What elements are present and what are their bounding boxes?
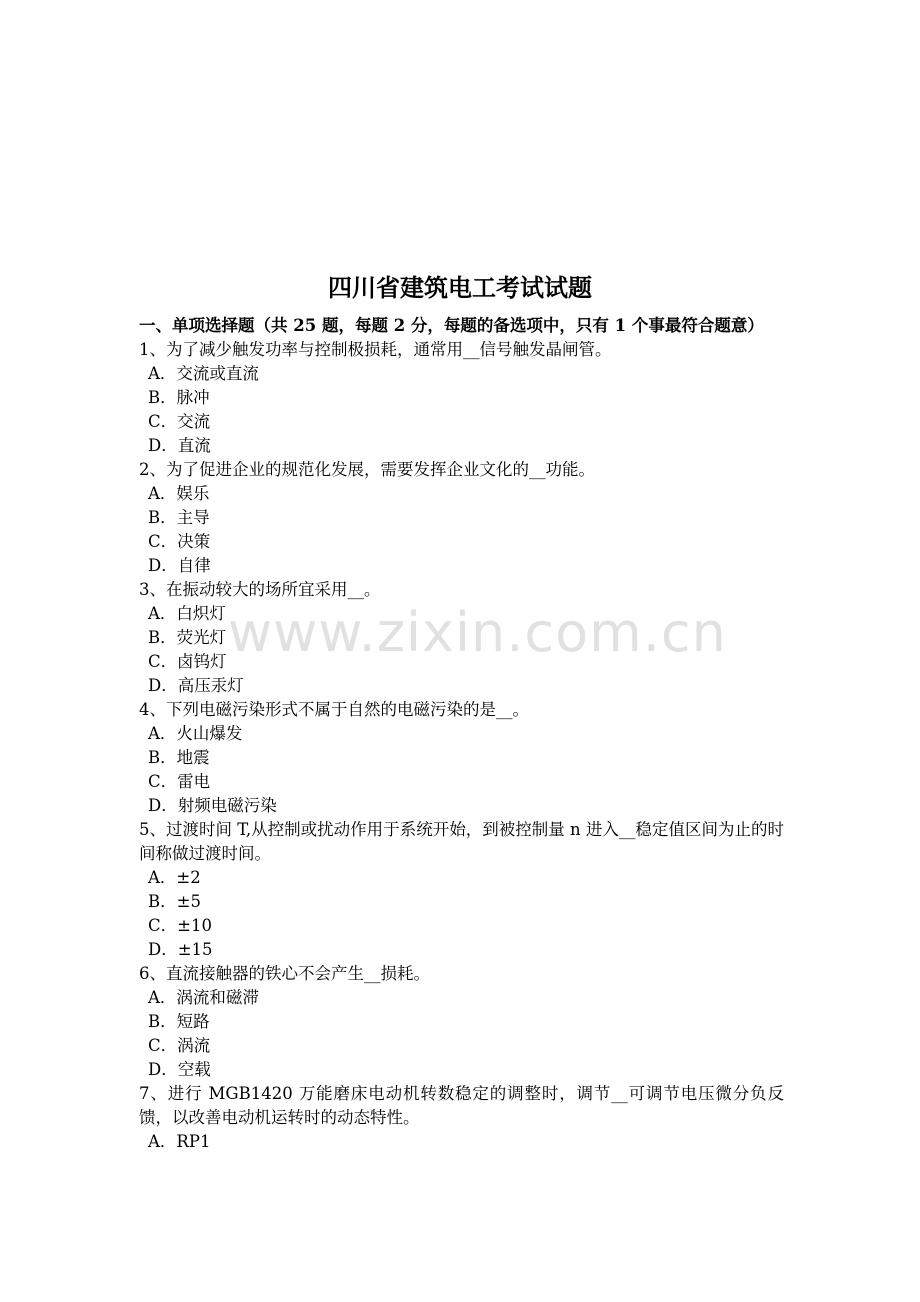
option-a: A．火山爆发 [148, 724, 243, 743]
option-d: D．±15 [148, 940, 213, 959]
option-d: D．高压汞灯 [148, 676, 244, 695]
option-a: A．RP1 [148, 1132, 211, 1151]
section-heading: 一、单项选择题（共 25 题，每题 2 分，每题的备选项中，只有 1 个事最符合题意） [139, 316, 764, 335]
option-b: B．±5 [148, 892, 201, 911]
option-c: C．交流 [148, 412, 211, 431]
option-a: A．交流或直流 [148, 364, 259, 383]
question-stem: 1、为了减少触发功率与控制极损耗，通常用__信号触发晶闸管。 [139, 340, 612, 359]
question-stem: 5、过渡时间 T,从控制或扰动作用于系统开始，到被控制量 n 进入__稳定值区间为止的时间称做过渡时间。 [139, 820, 784, 863]
option-b: B．荧光灯 [148, 628, 227, 647]
question-1 [139, 338, 784, 458]
option-b: B．地震 [148, 748, 210, 767]
option-c: C．雷电 [148, 772, 211, 791]
option-b: B．脉冲 [148, 388, 210, 407]
question-4 [139, 698, 784, 818]
option-c: C．卤钨灯 [148, 652, 227, 671]
option-d: D．射频电磁污染 [148, 796, 277, 815]
question-stem: 6、直流接触器的铁心不会产生__损耗。 [139, 964, 430, 983]
question-stem: 2、为了促进企业的规范化发展，需要发挥企业文化的__功能。 [139, 460, 595, 479]
document-body [139, 314, 784, 1154]
question-stem: 7、进行 MGB1420 万能磨床电动机转数稳定的调整时，调节__可调节电压微分负反馈，以改善电动机运转时的动态特性。 [139, 1084, 784, 1127]
question-7 [139, 1082, 784, 1154]
option-c: C．决策 [148, 532, 211, 551]
option-c: C．±10 [148, 916, 212, 935]
option-d: D．直流 [148, 436, 211, 455]
option-b: B．主导 [148, 508, 210, 527]
watermark-text: www.zixin.com.cn [228, 601, 727, 664]
option-a: A．±2 [148, 868, 201, 887]
question-6 [139, 962, 784, 1082]
option-b: B．短路 [148, 1012, 210, 1031]
question-stem: 3、在振动较大的场所宜采用__。 [139, 580, 381, 599]
document-title: 四川省建筑电工考试试题 [328, 273, 592, 302]
question-5 [139, 818, 784, 962]
option-a: A．娱乐 [148, 484, 210, 503]
option-a: A．涡流和磁滞 [148, 988, 259, 1007]
question-stem: 4、下列电磁污染形式不属于自然的电磁污染的是__。 [139, 700, 529, 719]
question-2 [139, 458, 784, 578]
option-d: D．自律 [148, 556, 211, 575]
option-a: A．白炽灯 [148, 604, 226, 623]
option-c: C．涡流 [148, 1036, 211, 1055]
question-3 [139, 578, 784, 698]
option-d: D．空载 [148, 1060, 211, 1079]
